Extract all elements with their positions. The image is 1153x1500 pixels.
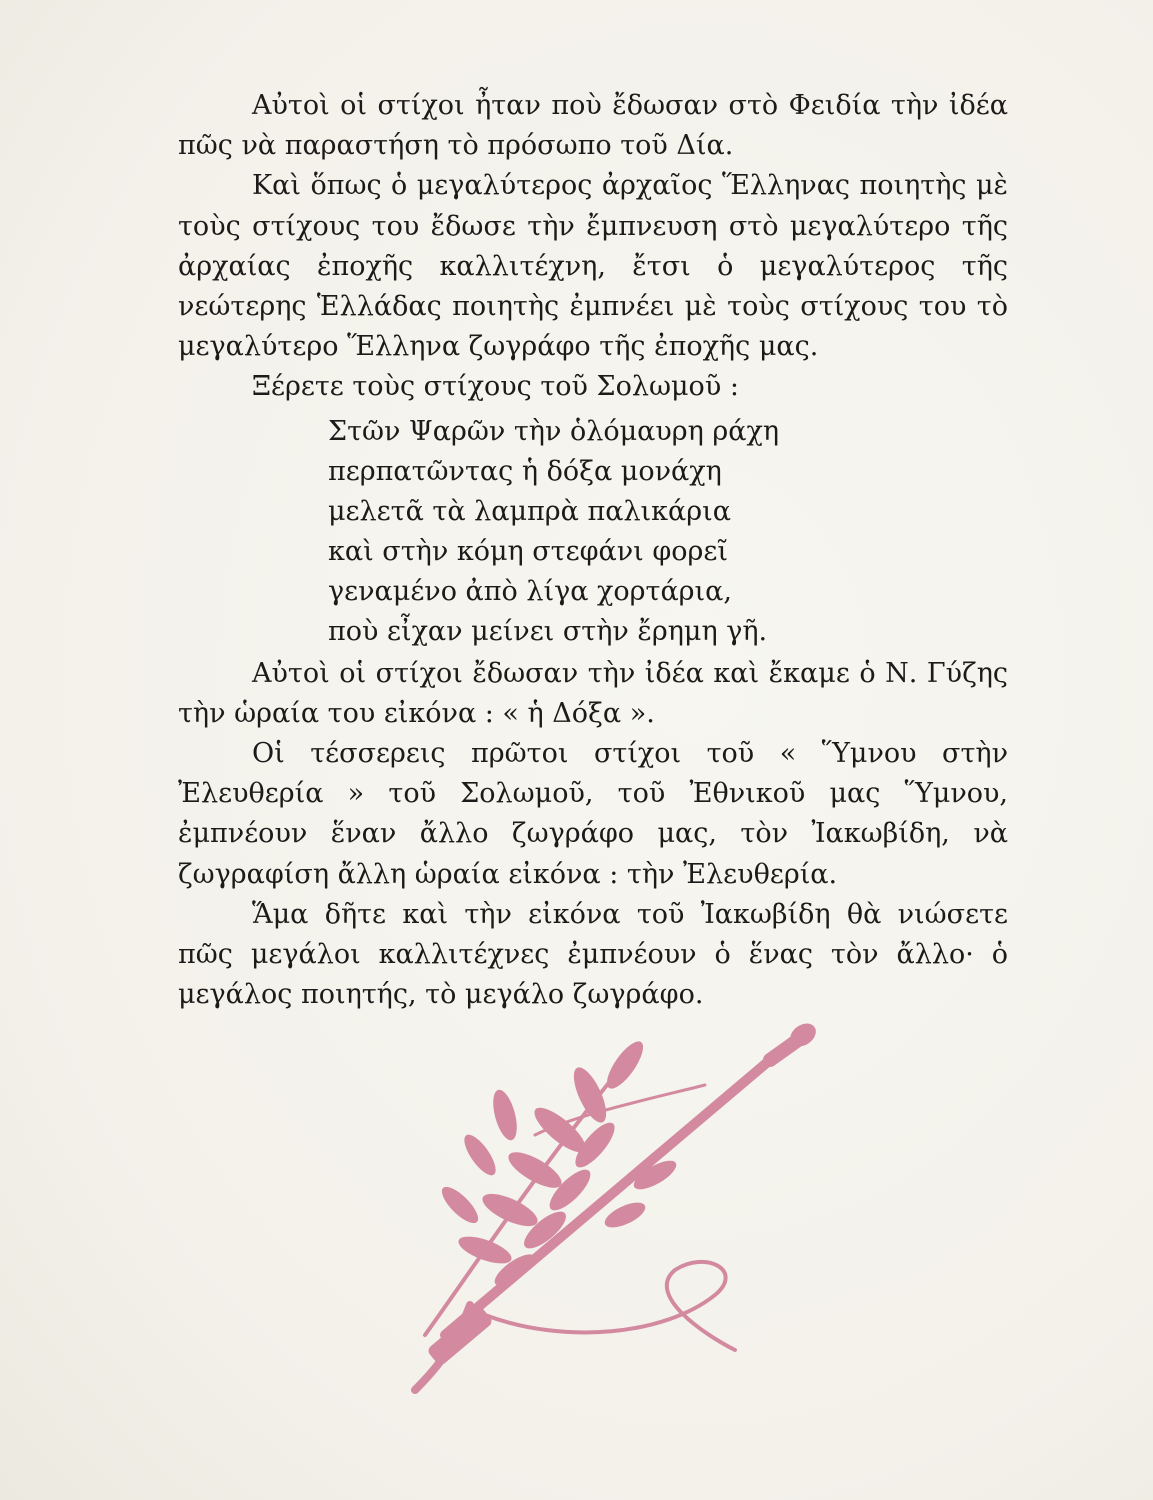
paragraph-2: Καὶ ὅπως ὁ μεγαλύτερος ἀρχαῖος Ἕλληνας ποιητὴς μὲ τοὺς στίχους του ἔδωσε τὴν ἔμπνευση στὸ μεγαλύτερο τῆς ἀρχαίας ἐποχῆς καλλιτέχνη, ἔτσι ὁ μεγαλύτερος τῆς νεώτερης Ἑλλάδας ποιητὴς ἐμπνέει μὲ τοὺς στίχους του τὸ μεγαλύτερο Ἕλληνα ζωγράφο τῆς ἐποχῆς μας. [178,170,1008,363]
poem-line: Στῶν Ψαρῶν τὴν ὁλόμαυρη ράχη [328,415,780,447]
poem-line: γεναμένο ἀπὸ λίγα χορτάρια, [328,575,732,607]
poem-line: καὶ στὴν κόμη στεφάνι φορεῖ [328,535,728,567]
poem-stanza [328,412,1008,652]
paragraph-5: Οἱ τέσσερεις πρῶτοι στίχοι τοῦ « Ὕμνου στὴν Ἐλευθερία » τοῦ Σολωμοῦ, τοῦ Ἐθνικοῦ μας Ὕμνου, ἐμπνέουν ἕναν ἄλλο ζωγράφο μας, τὸν Ἰακωβίδη, νὰ ζωγραφίση ἄλλη ὡραία εἰκόνα : τὴν Ἐλευθερία. [178,738,1008,890]
paragraph-1: Αὐτοὶ οἱ στίχοι ἦταν ποὺ ἔδωσαν στὸ Φειδία τὴν ἰδέα πῶς νὰ παραστήση τὸ πρόσωπο τοῦ Δία. [178,90,1008,162]
poem-line: μελετᾶ τὰ λαμπρὰ παλικάρια [328,495,731,527]
paragraph-3: Ξέρετε τοὺς στίχους τοῦ Σολωμοῦ : [252,371,739,403]
paragraph-4: Αὐτοὶ οἱ στίχοι ἔδωσαν τὴν ἰδέα καὶ ἔκαμε ὁ Ν. Γύζης τὴν ὡραία του εἰκόνα : « ἡ Δόξα ». [178,657,1008,729]
page-text [178,86,1008,1015]
paragraph-6: Ἅμα δῆτε καὶ τὴν εἰκόνα τοῦ Ἰακωβίδη θὰ νιώσετε πῶς μεγάλοι καλλιτέχνες ἐμπνέουν ὁ ἕνας τὸν ἄλλο· ὁ μεγάλος ποιητής, τὸ μεγάλο ζωγράφο. [178,898,1008,1011]
poem-line: περπατῶντας ἡ δόξα μονάχη [328,455,722,487]
laurel-trumpet-icon [385,1005,845,1425]
poem-line: ποὺ εἶχαν μείνει στὴν ἔρημη γῆ. [328,615,768,647]
